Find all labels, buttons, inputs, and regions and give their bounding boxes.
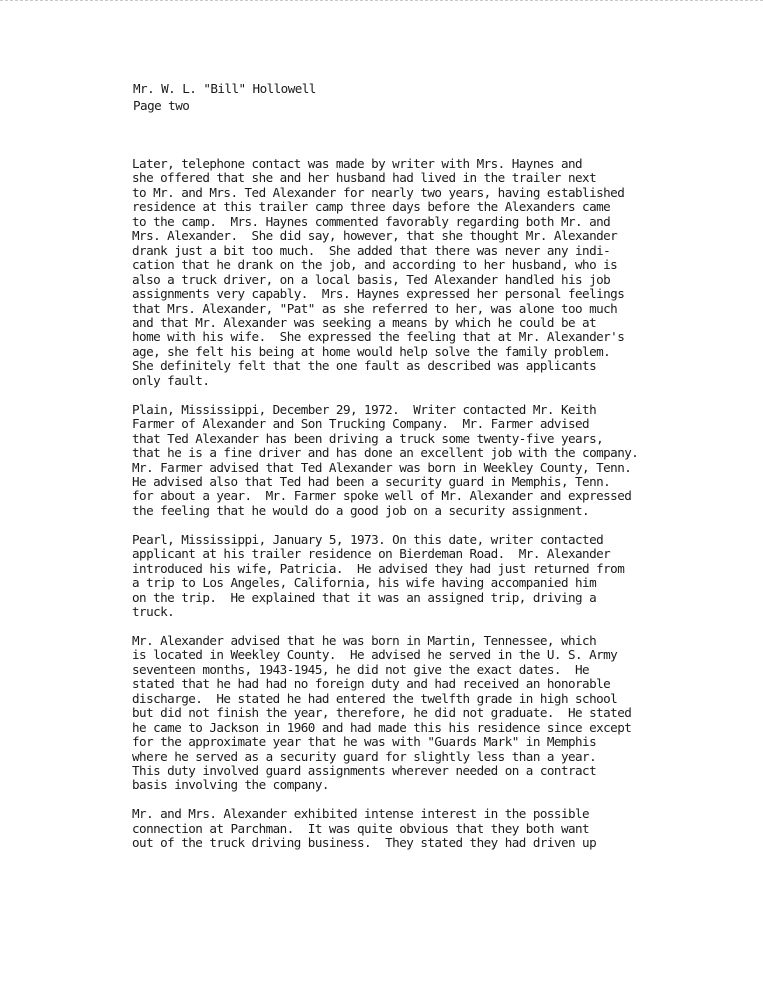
text-line: she offered that she and her husband had lived in the trailer next bbox=[132, 170, 597, 186]
text-line: Later, telephone contact was made by writer with Mrs. Haynes and bbox=[132, 156, 583, 171]
text-line: Mr. and Mrs. Alexander exhibited intense interest in the possible bbox=[132, 806, 590, 822]
text-line: introduced his wife, Patricia. He advised they had just returned from bbox=[132, 560, 625, 576]
text-line: and that Mr. Alexander was seeking a means by which he could be at bbox=[132, 314, 597, 330]
text-line: Mr. Alexander advised that he was born in Martin, Tennessee, which bbox=[132, 632, 597, 648]
text-line: also a truck driver, on a local basis, Ted Alexander handled his job bbox=[132, 271, 611, 287]
text-line: he came to Jackson in 1960 and had made this his residence since except bbox=[132, 719, 632, 735]
letter-header bbox=[133, 80, 316, 114]
text-line: residence at this trailer camp three days before the Alexanders came bbox=[132, 199, 611, 215]
text-line: out of the truck driving business. They stated they had driven up bbox=[132, 835, 597, 851]
text-line: applicant at his trailer residence on Bierdeman Road. Mr. Alexander bbox=[132, 546, 611, 562]
text-line: for about a year. Mr. Farmer spoke well of Mr. Alexander and expressed bbox=[132, 488, 632, 504]
text-line: but did not finish the year, therefore, he did not graduate. He stated bbox=[132, 705, 632, 721]
page-top-edge bbox=[0, 0, 763, 1]
text-line: age, she felt his being at home would help solve the family problem. bbox=[132, 343, 611, 359]
paragraph bbox=[132, 157, 677, 388]
paragraph bbox=[132, 403, 677, 519]
text-line: the feeling that he would do a good job on a security assignment. bbox=[132, 502, 590, 518]
text-line: to Mr. and Mrs. Ted Alexander for nearly two years, having established bbox=[132, 184, 625, 200]
recipient-name: Mr. W. L. "Bill" Hollowell bbox=[133, 81, 316, 96]
text-line: on the trip. He explained that it was an assigned trip, driving a bbox=[132, 589, 597, 605]
text-line: drank just a bit too much. She added that there was never any indi- bbox=[132, 242, 611, 258]
text-line: Pearl, Mississippi, January 5, 1973. On this date, writer contacted bbox=[132, 531, 604, 547]
text-line: This duty involved guard assignments wherever needed on a contract bbox=[132, 762, 597, 778]
text-line: that Ted Alexander has been driving a truck some twenty-five years, bbox=[132, 430, 604, 446]
text-line: for the approximate year that he was with "Guards Mark" in Memphis bbox=[132, 734, 597, 750]
text-line: seventeen months, 1943-1945, he did not give the exact dates. He bbox=[132, 661, 590, 677]
text-line: is located in Weekley County. He advised he served in the U. S. Army bbox=[132, 647, 618, 663]
text-line: He advised also that Ted had been a security guard in Memphis, Tenn. bbox=[132, 473, 611, 489]
paragraph bbox=[132, 807, 677, 850]
text-line: home with his wife. She expressed the feeling that at Mr. Alexander's bbox=[132, 329, 625, 345]
text-line: cation that he drank on the job, and according to her husband, who is bbox=[132, 257, 618, 273]
text-line: basis involving the company. bbox=[132, 777, 329, 793]
text-line: a trip to Los Angeles, California, his wife having accompanied him bbox=[132, 575, 597, 591]
text-line: that Mrs. Alexander, "Pat" as she referred to her, was alone too much bbox=[132, 300, 618, 316]
text-line: where he served as a security guard for slightly less than a year. bbox=[132, 748, 597, 764]
text-line: that he is a fine driver and has done an excellent job with the company. bbox=[132, 445, 639, 461]
text-line: only fault. bbox=[132, 372, 210, 388]
text-line: connection at Parchman. It was quite obvious that they both want bbox=[132, 820, 590, 836]
text-line: Mrs. Alexander. She did say, however, that she thought Mr. Alexander bbox=[132, 228, 618, 244]
page-number: Page two bbox=[133, 98, 190, 113]
paragraph bbox=[132, 634, 677, 793]
text-line: discharge. He stated he had entered the twelfth grade in high school bbox=[132, 690, 618, 706]
text-line: Farmer of Alexander and Son Trucking Company. Mr. Farmer advised bbox=[132, 416, 590, 432]
text-line: Mr. Farmer advised that Ted Alexander was born in Weekley County, Tenn. bbox=[132, 459, 632, 475]
paragraph bbox=[132, 533, 677, 620]
text-line: assignments very capably. Mrs. Haynes expressed her personal feelings bbox=[132, 286, 625, 302]
text-line: to the camp. Mrs. Haynes commented favorably regarding both Mr. and bbox=[132, 213, 611, 229]
text-line: She definitely felt that the one fault as described was applicants bbox=[132, 358, 597, 374]
text-line: stated that he had had no foreign duty and had received an honorable bbox=[132, 676, 611, 692]
letter-body bbox=[132, 157, 677, 865]
text-line: truck. bbox=[132, 604, 175, 620]
text-line: Plain, Mississippi, December 29, 1972. Writer contacted Mr. Keith bbox=[132, 401, 597, 417]
